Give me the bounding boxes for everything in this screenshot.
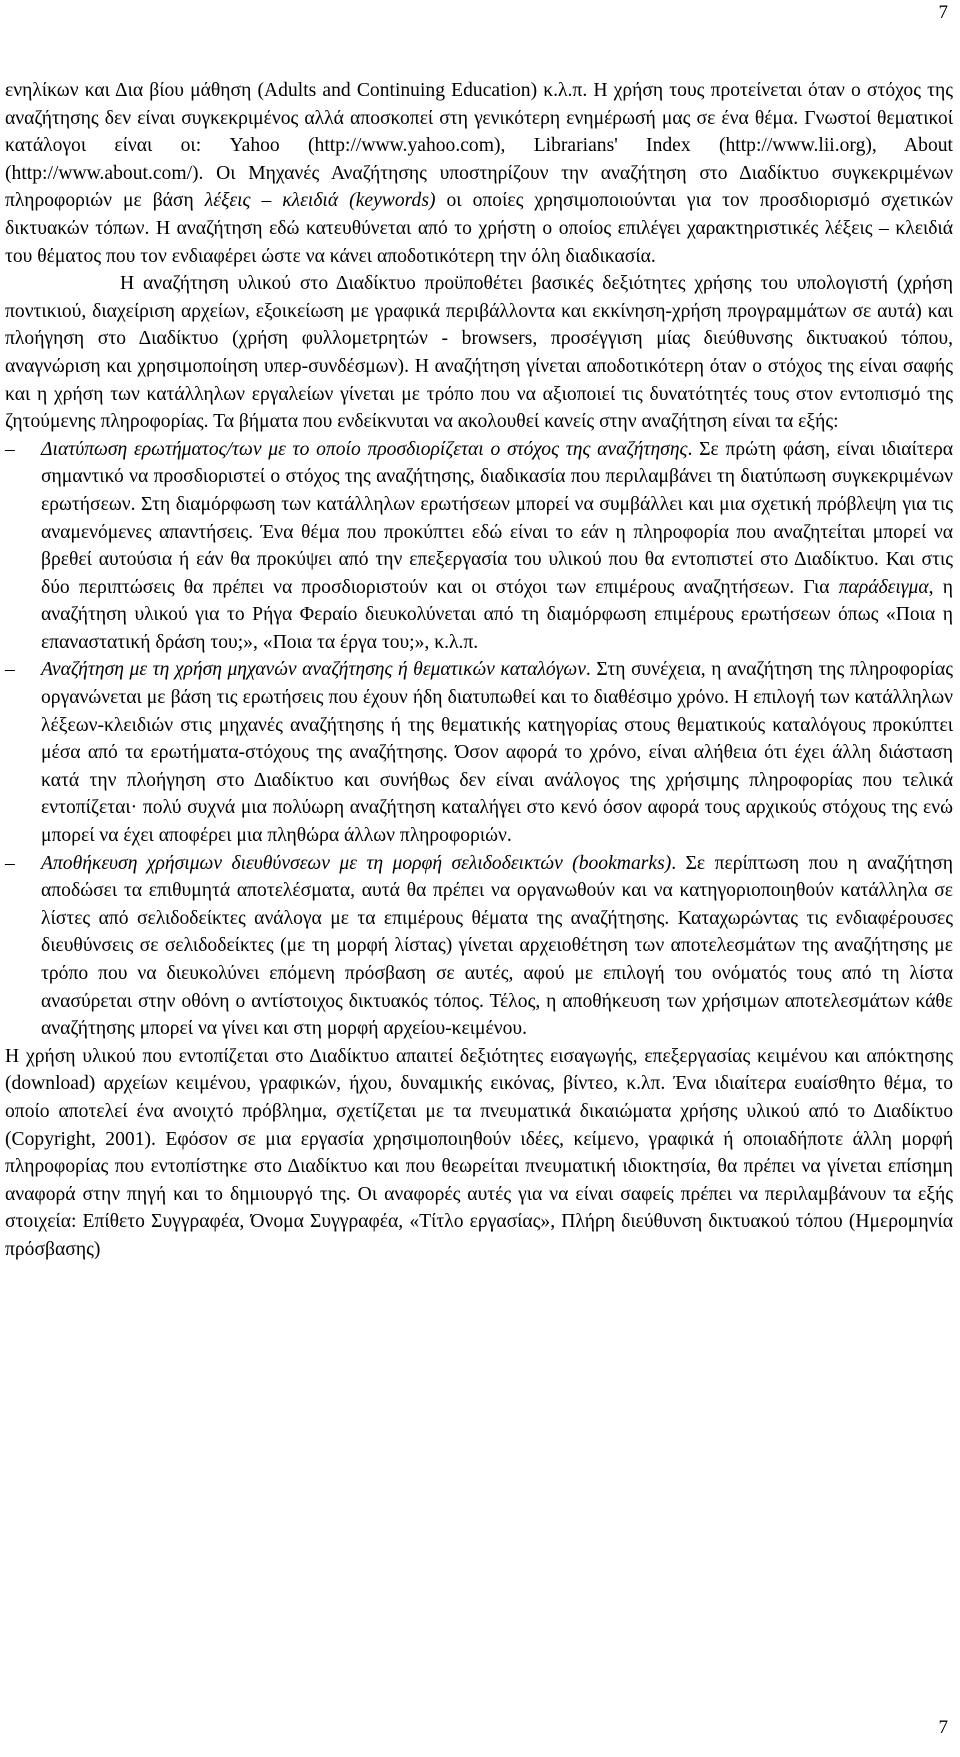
list-item-title: Αποθήκευση χρήσιμων διευθύνσεων με τη μορφή σελιδοδεικτών (bookmarks): [41, 852, 672, 874]
list-item-question-formulation: – Διατύπωση ερωτήματος/των με το οποίο προσδιορίζεται ο στόχος της αναζήτησης. Σε πρώτη φάση, είναι ιδιαίτερα σημαντικό να προσδιοριστεί ο στόχος της αναζήτησης, διαδικασία που περιλαμβάνει τη διατύπωση συγκεκριμένων ερωτήσεων. Στη διαμόρφωση των κατάλληλων ερωτήσεων μπορεί να συμβάλλει και μια σχετική πρόβλεψη για τις αναμενόμενες απαντήσεις. Ένα θέμα που προκύπτει εδώ είναι το εάν η πληροφορία που αναζητείται μπορεί να βρεθεί αυτούσια ή εάν θα προκύψει από την επεξεργασία του υλικού που θα εντοπιστεί στο Διαδίκτυο. Και στις δύο περιπτώσεις θα πρέπει να προσδιοριστούν και οι στόχοι των επιμέρους αναζητήσεων. Για παράδειγμα, η αναζήτηση υλικού για το Ρήγα Φεραίο διευκολύνεται από τη διαμόρφωση επιμέρους ερωτήσεων όπως «Ποια η επαναστατική δράση του;», «Ποια τα έργα του;», κ.λ.π.: [5, 436, 953, 657]
page-number-bottom: 7: [938, 1717, 948, 1738]
body-text: [5, 77, 953, 1264]
list-item-title: Αναζήτηση με τη χρήση μηχανών αναζήτησης ή θεματικών καταλόγων: [41, 659, 586, 681]
example-italic: παράδειγμα: [838, 576, 929, 598]
paragraph-catalogues: ενηλίκων και Δια βίου μάθηση (Adults and Continuing Education) κ.λ.π. Η χρήση τους προτείνεται όταν ο στόχος της αναζήτησης δεν είναι συγκεκριμένος αλλά αποσκοπεί στη γενικότερη ενημέρωσή μας σε ένα θέμα. Γνωστοί θεματικοί κατάλογοι είναι οι: Yahoo (http://www.yahoo.com), Librarians' Index (http://www.lii.org), About (http://www.about.com/). Οι Μηχανές Αναζήτησης υποστηρίζουν την αναζήτηση στο Διαδίκτυο συγκεκριμένων πληροφοριών με βάση λέξεις – κλειδιά (keywords) οι οποίες χρησιμοποιούνται για τον προσδιορισμό σχετικών δικτυακών τόπων. Η αναζήτηση εδώ κατευθύνεται από το χρήστη ο οποίος επιλέγει χαρακτηριστικές λέξεις – κλειδιά του θέματος που τον ενδιαφέρει ώστε να κάνει αποδοτικότερη την όλη διαδικασία.: [5, 80, 953, 267]
dash-bullet: –: [5, 438, 15, 460]
paragraph-search-skills: Η αναζήτηση υλικού στο Διαδίκτυο προϋποθέτει βασικές δεξιότητες χρήσης του υπολογιστή (χρήση ποντικιού, διαχείριση αρχείων, εξοικείωση με γραφικά περιβάλλοντα και εκκίνηση-χρήση προγραμμάτων σε αυτά) και πλοήγηση στο Διαδίκτυο (χρήση φυλλομετρητών - browsers, προσέγγιση μίας διεύθυνσης δικτυακού τόπου, αναγνώριση και χρησιμοποίηση υπερ-συνδέσμων). Η αναζήτηση γίνεται αποδοτικότερη όταν ο στόχος της είναι σαφής και η χρήση των κατάλληλων εργαλείων γίνεται με τρόπο που να αξιοποιεί τις δυνατότητές τους στον εντοπισμό της ζητούμενης πληροφορίας. Τα βήματα που ενδείκνυται να ακολουθεί κανείς στην αναζήτηση είναι τα εξής:: [5, 273, 953, 433]
dash-bullet: –: [5, 659, 15, 681]
page-number-top: 7: [938, 2, 948, 23]
paragraph-copyright: Η χρήση υλικού που εντοπίζεται στο Διαδίκτυο απαιτεί δεξιότητες εισαγωγής, επεξεργασίας κειμένου και απόκτησης (download) αρχείων κειμένου, γραφικών, ήχου, δυναμικής εικόνας, βίντεο, κ.λπ. Ένα ιδιαίτερα ευαίσθητο θέμα, το οποίο αποτελεί ένα ανοιχτό πρόβλημα, σχετίζεται με τα πνευματικά δικαιώματα χρήσης υλικού από το Διαδίκτυο (Copyright, 2001). Εφόσον σε μια εργασία χρησιμοποιηθούν ιδέες, κείμενο, γραφικά ή οποιαδήποτε άλλη μορφή πληροφορίας που εντοπίστηκε στο Διαδίκτυο και που θεωρείται πνευματική ιδιοκτησία, θα πρέπει να γίνεται επίσημη αναφορά στην πηγή και το δημιουργό της. Οι αναφορές αυτές για να είναι σαφείς πρέπει να περιλαμβάνουν τα εξής στοιχεία: Επίθετο Συγγραφέα, Όνομα Συγγραφέα, «Τίτλο εργασίας», Πλήρη διεύθυνση δικτυακού τόπου (Ημερομηνία πρόσβασης): [5, 1045, 953, 1260]
list-item-search-engines: – Αναζήτηση με τη χρήση μηχανών αναζήτησης ή θεματικών καταλόγων. Στη συνέχεια, η αναζήτηση της πληροφορίας οργανώνεται με βάση τις ερωτήσεις που έχουν ήδη διατυπωθεί και το διαθέσιμο χρόνο. Η επιλογή των κατάλληλων λέξεων-κλειδιών στις μηχανές αναζήτησης ή της θεματικής κατηγορίας στους θεματικούς καταλόγους προκύπτει μέσα από τα ερωτήματα-στόχους της αναζήτησης. Όσον αφορά το χρόνο, είναι αλήθεια ότι έχει άλλη διάσταση κατά την πλοήγηση στο Διαδίκτυο και συνήθως δεν είναι ανάλογος της χρήσιμης πληροφορίας που τελικά εντοπίζεται· πολύ συχνά μια πολύωρη αναζήτηση καταλήγει στο κενό όσον αφορά τους αρχικούς στόχους της ενώ μπορεί να έχει αποφέρει μια πληθώρα άλλων πληροφοριών.: [5, 656, 953, 849]
keywords-italic: λέξεις – κλειδιά (keywords): [204, 190, 436, 212]
dash-bullet: –: [5, 852, 15, 874]
list-item-title: Διατύπωση ερωτήματος/των με το οποίο προσδιορίζεται ο στόχος της αναζήτησης: [41, 438, 688, 460]
list-item-bookmarks: – Αποθήκευση χρήσιμων διευθύνσεων με τη μορφή σελιδοδεικτών (bookmarks). Σε περίπτωση που η αναζήτηση αποδώσει τα επιθυμητά αποτελέσματα, αυτά θα πρέπει να οργανωθούν και να κατηγοριοποιηθούν κατάλληλα σε λίστες από σελιδοδείκτες ανάλογα με τα επιμέρους θέματα της αναζήτησης. Καταχωρώντας τις ενδιαφέρουσες διευθύνσεις σε σελιδοδείκτες (με τη μορφή λίστας) γίνεται αρχειοθέτηση των αποτελεσμάτων της αναζήτησης με τρόπο που να διευκολύνει επόμενη πρόσβαση σε αυτές, αφού με επιλογή του ονόματός τους από τη λίστα ανασύρεται στην οθόνη ο αντίστοιχος δικτυακός τόπος. Τέλος, η αποθήκευση των χρήσιμων αποτελεσμάτων κάθε αναζήτησης μπορεί να γίνει και στη μορφή αρχείου-κειμένου.: [5, 850, 953, 1043]
